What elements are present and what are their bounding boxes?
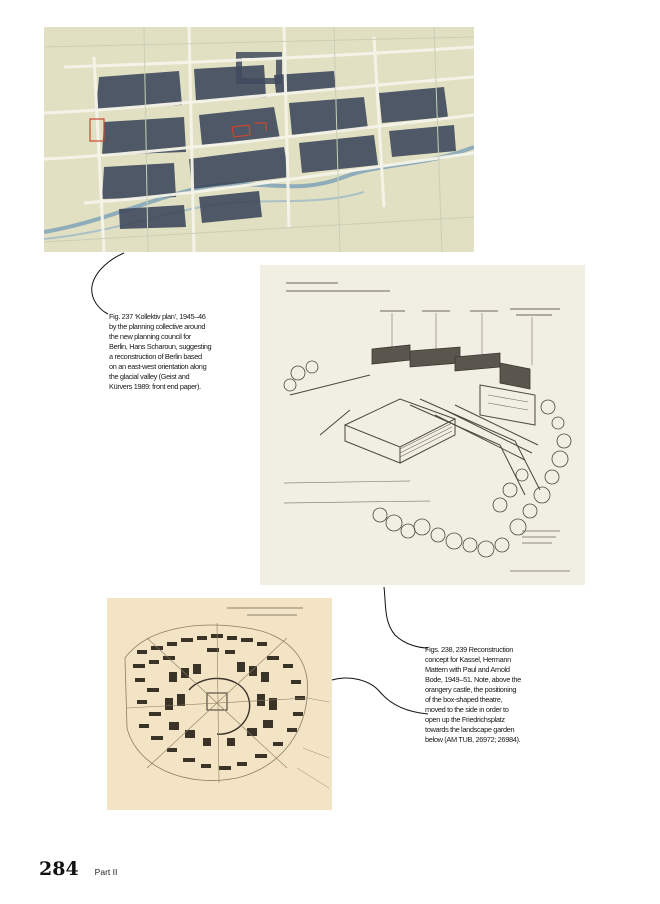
figure-238-239-caption: Figs. 238, 239 Reconstruction concept for Kassel, Hermann Mattern with Paul and Arnold Bode, 1949–51. Note, above the orangery castle, the positioning of the box-shaped theatre, moved to the side in order to open up the Friedrichsplatz towards the landscape garden below (AM TUB, 26972; 26984). — [425, 645, 521, 744]
kassel-perspective-sketch — [260, 265, 585, 585]
kollektiv-plan-image — [44, 27, 474, 252]
part-label: Part II — [94, 867, 118, 877]
page-footer — [39, 858, 117, 880]
leader-line-238 — [384, 587, 428, 648]
leader-line-239 — [332, 678, 428, 714]
leader-line-237 — [92, 253, 124, 314]
page-number: 284 — [39, 858, 79, 880]
figure-237-caption: Fig. 237 ‘Kollektiv plan’, 1945–46 by the planning collective around the new planning council for Berlin, Hans Scharoun, suggesting a reconstruction of Berlin based on an east-west orientation along the glacial valley (Geist and Kürvers 1989: front end paper). — [109, 312, 212, 391]
kassel-reconstruction-plan — [107, 598, 332, 810]
